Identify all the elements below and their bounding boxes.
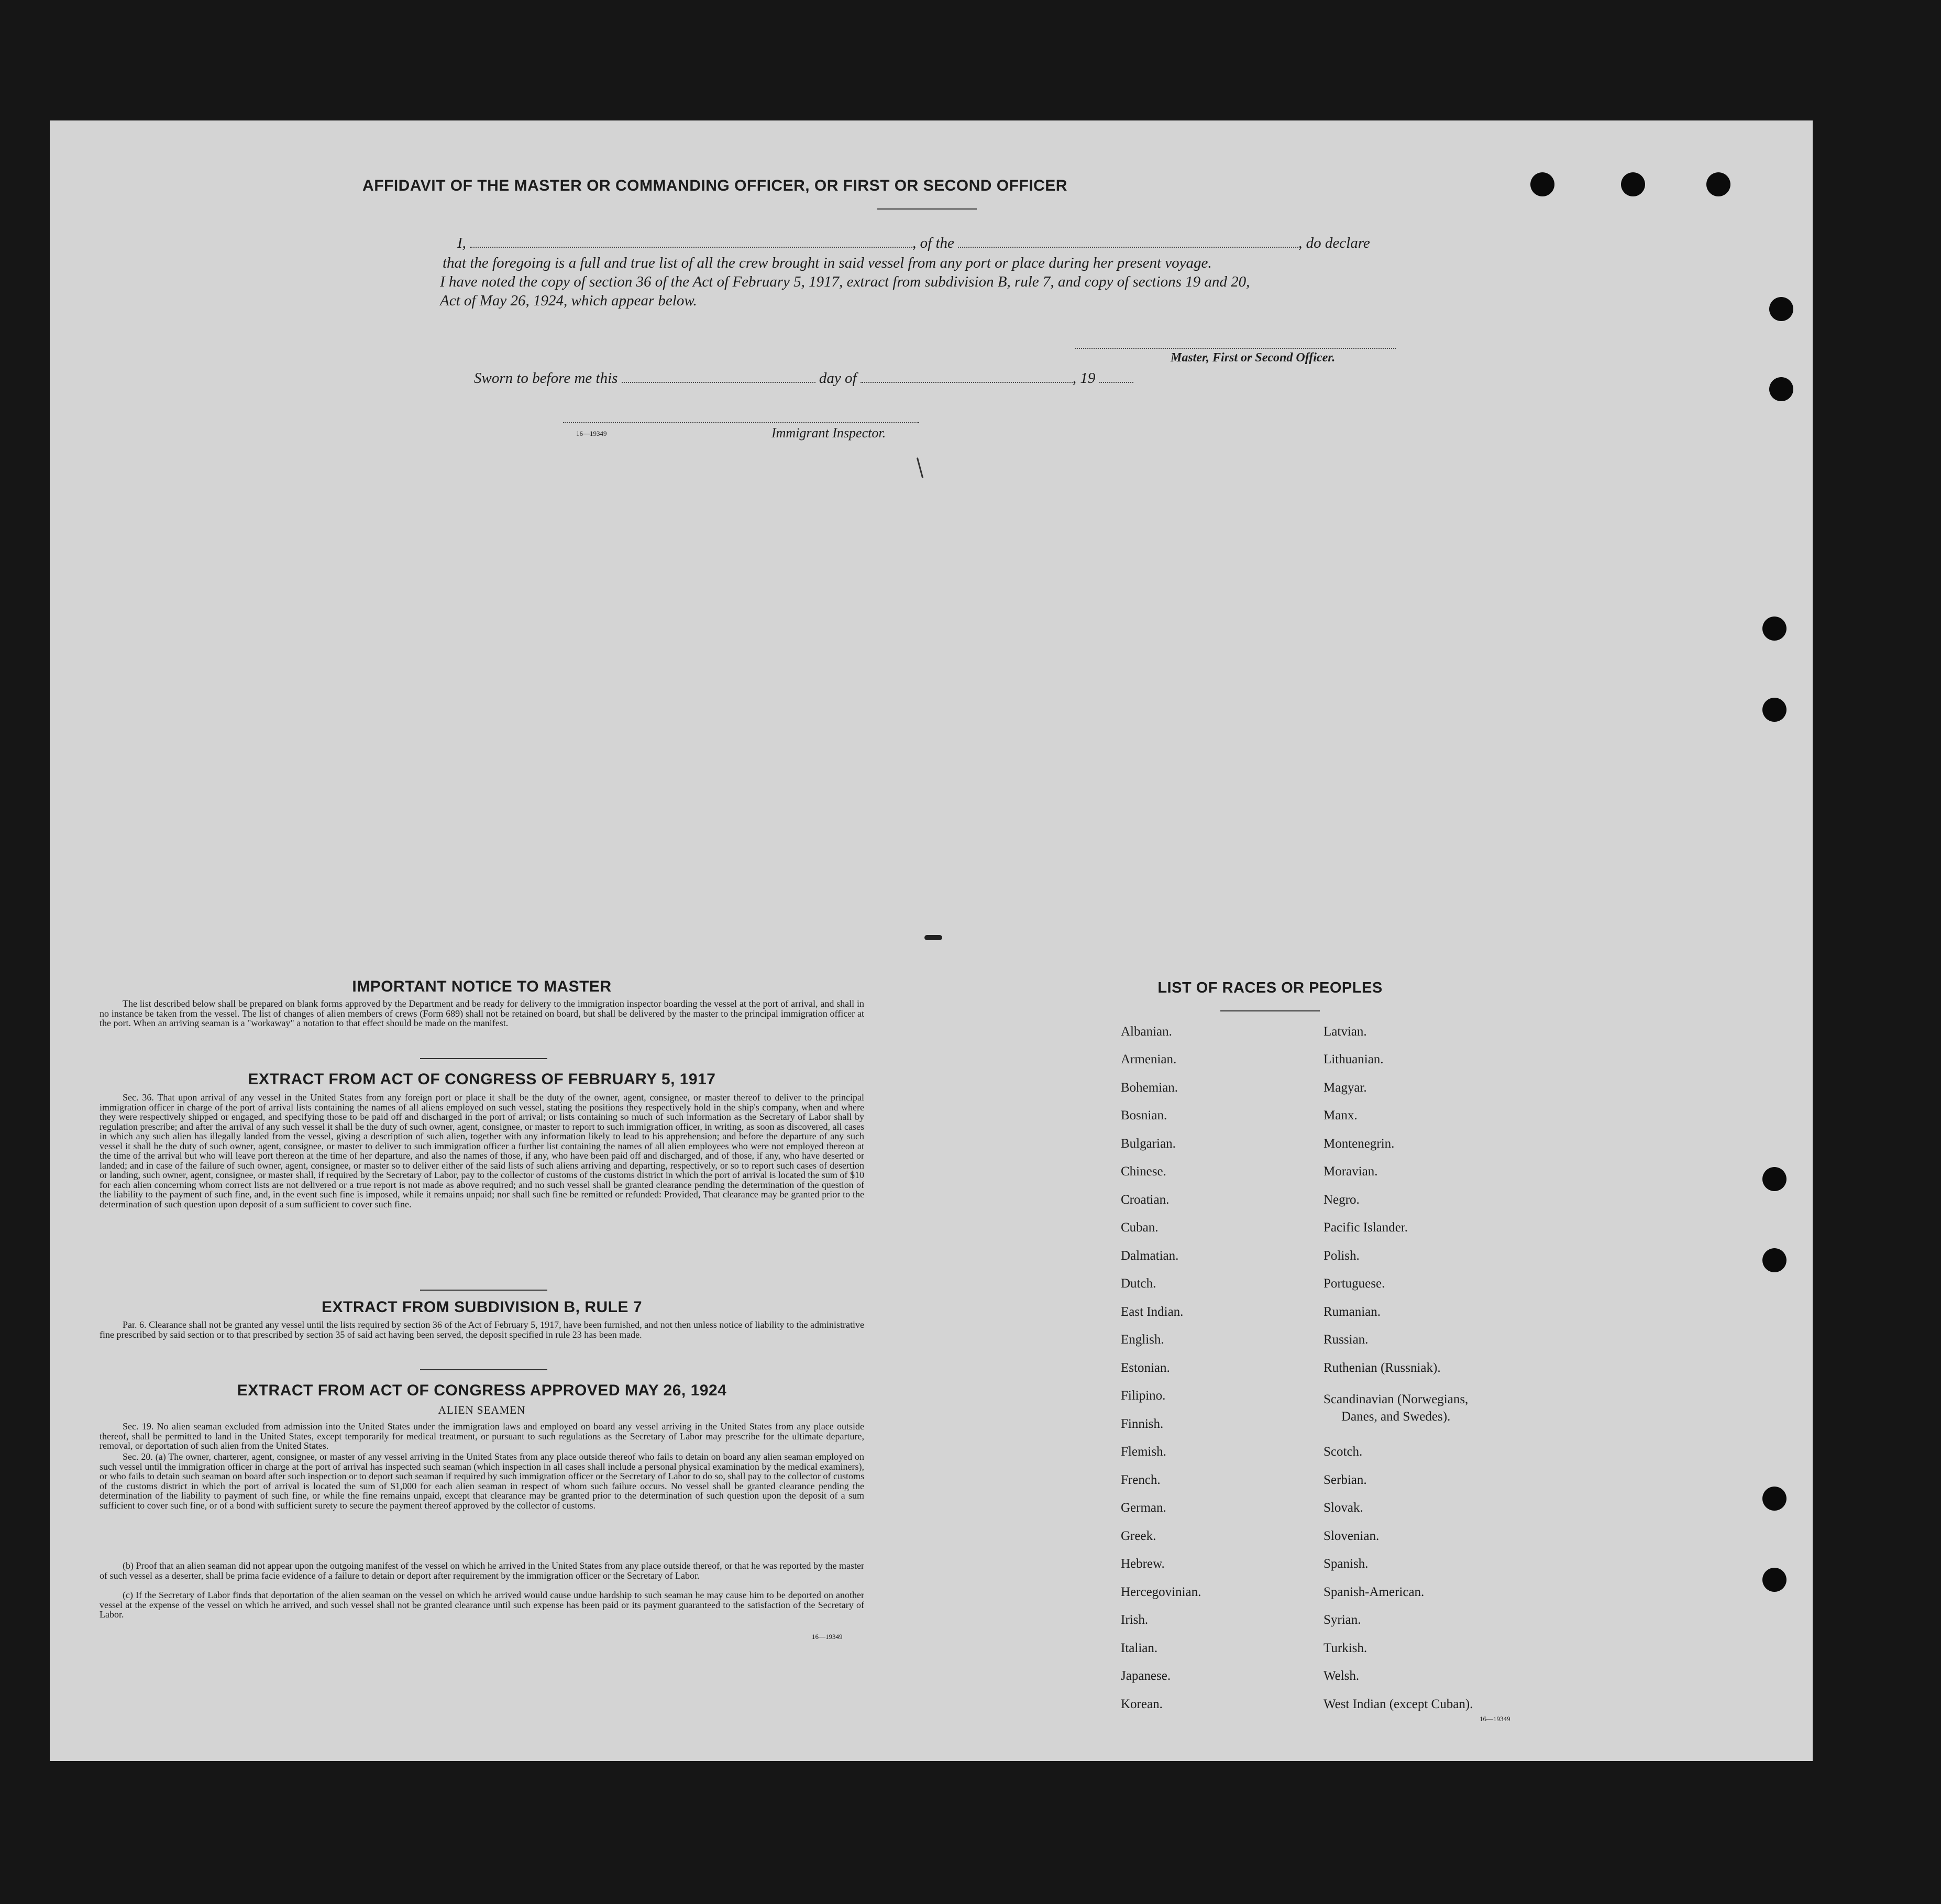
sec-19-text: Sec. 19. No alien seaman excluded from admission into the United States under the immigration laws and employed on board any vessel arriving in the United States from any place outside thereof, shall be permitted to land in the United States, except temporarily for medical treatment, or pursuant to such regulations as the Secretary of Labor may prescribe for the ultimate departure, removal, or deportation of such alien from the United States. bbox=[100, 1421, 864, 1451]
inspector-signature-line[interactable] bbox=[563, 422, 919, 423]
race-right: Manx. bbox=[1324, 1108, 1358, 1122]
punch-hole bbox=[1762, 1167, 1786, 1191]
sec-20a-text: Sec. 20. (a) The owner, charterer, agent, consignee, or master of any vessel arriving in the United States from any place outside thereof who fails to detain on board any alien seaman employed on such vessel until the immigration officer in charge at the port of arrival has inspected such seaman (which inspection in all cases shall include a personal physical examination by the medical examiners), or who fails to detain such seaman on board after such inspection or to deport such seaman if required by such immigration officer or the Secretary of Labor to do so, shall pay to the collector of customs of the customs district in which the port of arrival is located the sum of $1,000 for each alien seaman in respect of whom such failure occurs. No vessel shall be granted clearance pending the determination of the liability to payment of such fine, or while the fine remains unpaid, except that clearance may be granted prior to the determination of such question upon the deposit of a sum sufficient to cover such fine, or of a bond with sufficient surety to secure the payment thereof approved by the collector of customs. bbox=[100, 1451, 864, 1511]
race-right: Rumanian. bbox=[1324, 1305, 1381, 1319]
do-declare-label: , do declare bbox=[1298, 235, 1370, 251]
race-left: Greek. bbox=[1121, 1529, 1156, 1543]
rule-7-body: Par. 6. Clearance shall not be granted any vessel until the lists required by section 36 of the Act of February 5, 1917, have been furnished, and not then unless notice of liability to the administrative fine prescribed by said section or to that prescribed by section 35 of said act having been served, the deposit specified in rule 23 has been made. bbox=[100, 1319, 864, 1340]
master-caption: Master, First or Second Officer. bbox=[1171, 351, 1336, 365]
race-right: Russian. bbox=[1324, 1333, 1369, 1347]
race-left: Armenian. bbox=[1121, 1052, 1177, 1066]
sworn-year-label: , 19 bbox=[1072, 370, 1096, 387]
document-page bbox=[50, 120, 1813, 1761]
race-right: Spanish-American. bbox=[1324, 1585, 1425, 1599]
punch-hole bbox=[1762, 1248, 1786, 1272]
extract-1917-title: EXTRACT FROM ACT OF CONGRESS OF FEBRUARY 5, 1917 bbox=[248, 1071, 716, 1088]
race-left: English. bbox=[1121, 1333, 1164, 1347]
race-left: Bosnian. bbox=[1121, 1108, 1167, 1122]
race-left: Irish. bbox=[1121, 1613, 1149, 1627]
race-right: Syrian. bbox=[1324, 1613, 1361, 1627]
race-left: Finnish. bbox=[1121, 1417, 1164, 1431]
race-right: Slovak. bbox=[1324, 1501, 1363, 1515]
race-left: Cuban. bbox=[1121, 1220, 1159, 1235]
vessel-name-field[interactable] bbox=[958, 236, 1298, 248]
punch-hole bbox=[1706, 172, 1730, 196]
race-right: Scandinavian (Norwegians, bbox=[1324, 1392, 1469, 1406]
section-divider bbox=[420, 1058, 547, 1059]
race-left: Croatian. bbox=[1121, 1193, 1170, 1207]
race-left: Albanian. bbox=[1121, 1025, 1172, 1039]
race-right: Polish. bbox=[1324, 1249, 1360, 1263]
race-right: Moravian. bbox=[1324, 1164, 1378, 1179]
race-right: Lithuanian. bbox=[1324, 1052, 1384, 1066]
race-left: Chinese. bbox=[1121, 1164, 1166, 1179]
of-the-label: , of the bbox=[912, 235, 954, 251]
ink-smudge bbox=[917, 457, 923, 478]
race-left: Estonian. bbox=[1121, 1361, 1170, 1375]
punch-hole bbox=[1769, 377, 1793, 401]
sworn-year-field[interactable] bbox=[1099, 371, 1133, 383]
extract-1917-body: Sec. 36. That upon arrival of any vessel in the United States from any foreign port or place it shall be the duty of the owner, agent, consignee, or master thereof to deliver to the principal immigration officer in charge of the port of arrival lists containing the names of all aliens employed on such vessel, stating the positions they respectively hold in the ship's company, when and where they were respectively shipped or engaged, and specifying those to be paid off and discharged in the port of arrival; or lists containing so much of such information as the Secretary of Labor shall by regulation prescribe; and after the arrival of any such vessel it shall be the duty of such owner, agent, consignee, or master to report to such immigration officer, in writing, as soon as discovered, all cases in which any such alien has illegally landed from the vessel, giving a description of such alien, together with any information likely to lead to his apprehension; and before the departure of any such vessel it shall be the duty of such owner, agent, consignee, or master to deliver to such immigration officer a further list containing the names of all alien employees who were not employed thereon at the time of the arrival but who will leave port thereon at the time of her departure, and also the names of those, if any, who have been paid off and discharged, and of those, if any, who have deserted or landed; and in case of the failure of such owner, agent, consignee, or master so to deliver either of the said lists of such aliens arriving and departing, respectively, or so to report such cases of desertion or landing, such owner, agent, consignee, or master shall, if required by the Secretary of Labor, pay to the collector of customs of the customs district in which the port of arrival is located the sum of $10 for each alien concerning whom correct lists are not delivered or a true report is not made as above required; and no such vessel shall be granted clearance pending the determination of the question of the liability to the payment of such fine, and, in the event such fine is imposed, while it remains unpaid; nor shall such fine be remitted or refunded: Provided, That clearance may be granted prior to the determination of such question upon deposit of a sum sufficient to cover such fine. bbox=[100, 1092, 864, 1209]
race-right: Ruthenian (Russniak). bbox=[1324, 1361, 1441, 1375]
race-left: Korean. bbox=[1121, 1697, 1163, 1711]
race-right: Negro. bbox=[1324, 1193, 1360, 1207]
rule-7-title: EXTRACT FROM SUBDIVISION B, RULE 7 bbox=[321, 1298, 643, 1316]
form-number: 16—19349 bbox=[1480, 1715, 1510, 1723]
section-divider bbox=[420, 1369, 547, 1370]
races-title: LIST OF RACES OR PEOPLES bbox=[1157, 979, 1383, 996]
race-left: Dalmatian. bbox=[1121, 1249, 1179, 1263]
punch-hole bbox=[1762, 698, 1786, 722]
race-right: Latvian. bbox=[1324, 1025, 1367, 1039]
race-right: Magyar. bbox=[1324, 1081, 1367, 1095]
race-left: Bohemian. bbox=[1121, 1081, 1178, 1095]
notice-body: The list described below shall be prepared on blank forms approved by the Department and be ready for delivery to the immigration inspector boarding the vessel at the port of arrival, and shall in no instance be taken from the vessel. The list of changes of alien members of crews (Form 689) shall not be retained on board, but shall be delivered by the master to the principal immigration officer at the port. When an arriving seaman is a "workaway" a notation to that effect should be made on the manifest. bbox=[100, 998, 864, 1028]
race-right: Pacific Islander. bbox=[1324, 1220, 1408, 1235]
race-right: Scotch. bbox=[1324, 1445, 1363, 1459]
sec-20c-text: (c) If the Secretary of Labor finds that deportation of the alien seaman on the vessel on which he arrived would cause undue hardship to such seaman he may cause him to be deported on another vessel at the expense of the vessel on which he arrived, and such vessel shall not be granted clearance until such expense has been paid or its payment guaranteed to the satisfaction of the Secretary of Labor. bbox=[100, 1590, 864, 1620]
sworn-day-field[interactable] bbox=[622, 371, 815, 383]
declarant-prefix: I, bbox=[457, 235, 466, 251]
race-left: Japanese. bbox=[1121, 1669, 1171, 1683]
affidavit-title: AFFIDAVIT OF THE MASTER OR COMMANDING OFFICER, OR FIRST OR SECOND OFFICER bbox=[362, 177, 1067, 194]
race-right: Slovenian. bbox=[1324, 1529, 1380, 1543]
punch-hole bbox=[1769, 297, 1793, 321]
race-right: Montenegrin. bbox=[1324, 1137, 1395, 1151]
title-divider bbox=[877, 208, 977, 210]
race-right: Portuguese. bbox=[1324, 1276, 1385, 1291]
race-left: Italian. bbox=[1121, 1641, 1158, 1655]
race-left: Bulgarian. bbox=[1121, 1137, 1176, 1151]
punch-hole bbox=[1530, 172, 1554, 196]
form-number: 16—19349 bbox=[812, 1633, 843, 1641]
form-number: 16—19349 bbox=[576, 430, 607, 437]
race-right: Danes, and Swedes). bbox=[1341, 1410, 1451, 1424]
sec-20b-text: (b) Proof that an alien seaman did not appear upon the outgoing manifest of the vessel on which he arrived in the United States from any place outside thereof, or that he was reported by the master of such vessel as a deserter, shall be prima facie evidence of a failure to detain or deport after requirement by the immigration officer or the Secretary of Labor. bbox=[100, 1560, 864, 1581]
master-signature-line[interactable] bbox=[1075, 348, 1396, 349]
race-left: Filipino. bbox=[1121, 1389, 1166, 1403]
extract-1924-title: EXTRACT FROM ACT OF CONGRESS APPROVED MAY 26, 1924 bbox=[237, 1382, 727, 1399]
sworn-line bbox=[474, 370, 1260, 387]
race-right: West Indian (except Cuban). bbox=[1324, 1697, 1473, 1711]
punch-hole bbox=[1762, 617, 1786, 641]
section-divider bbox=[420, 1290, 547, 1291]
race-left: Hebrew. bbox=[1121, 1557, 1165, 1571]
race-right: Turkish. bbox=[1324, 1641, 1367, 1655]
race-left: French. bbox=[1121, 1473, 1161, 1487]
punch-hole bbox=[1762, 1568, 1786, 1592]
section-divider bbox=[1220, 1010, 1320, 1011]
race-left: Dutch. bbox=[1121, 1276, 1156, 1291]
declarant-name-field[interactable] bbox=[470, 236, 912, 248]
affidavit-line-2: that the foregoing is a full and true list of all the crew brought in said vessel from any port or place during her present voyage. bbox=[443, 255, 1212, 271]
affidavit-declaration-line bbox=[457, 235, 1473, 252]
punch-hole bbox=[1762, 1487, 1786, 1511]
race-left: East Indian. bbox=[1121, 1305, 1184, 1319]
ink-smudge bbox=[924, 935, 942, 940]
race-left: Hercegovinian. bbox=[1121, 1585, 1201, 1599]
inspector-caption: Immigrant Inspector. bbox=[771, 425, 886, 441]
race-right: Welsh. bbox=[1324, 1669, 1360, 1683]
alien-seamen-subtitle: ALIEN SEAMEN bbox=[438, 1404, 526, 1416]
affidavit-line-4: Act of May 26, 1924, which appear below. bbox=[440, 292, 697, 309]
notice-title: IMPORTANT NOTICE TO MASTER bbox=[352, 978, 612, 995]
sworn-day-label: day of bbox=[819, 370, 857, 387]
race-right: Serbian. bbox=[1324, 1473, 1367, 1487]
race-right: Spanish. bbox=[1324, 1557, 1369, 1571]
race-left: German. bbox=[1121, 1501, 1166, 1515]
punch-hole bbox=[1621, 172, 1645, 196]
race-left: Flemish. bbox=[1121, 1445, 1166, 1459]
affidavit-line-3: I have noted the copy of section 36 of the Act of February 5, 1917, extract from subdivision B, rule 7, and copy of sections 19 and 20, bbox=[440, 273, 1250, 290]
sworn-prefix: Sworn to before me this bbox=[474, 370, 618, 387]
sworn-month-field[interactable] bbox=[861, 371, 1073, 383]
